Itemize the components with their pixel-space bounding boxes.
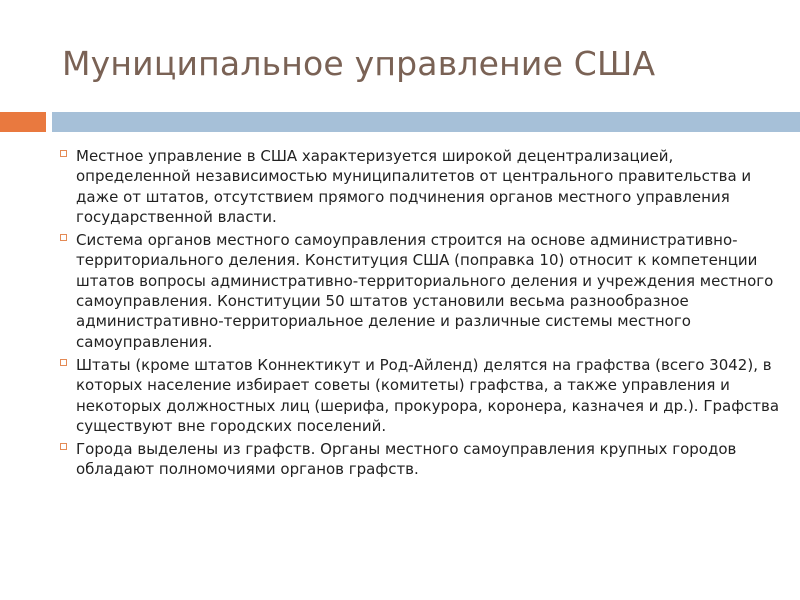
- bullet-item: [60, 355, 790, 436]
- square-bullet-icon: [60, 443, 67, 450]
- bullet-item: [60, 146, 790, 227]
- accent-bar-orange: [0, 112, 46, 132]
- bullet-item: [60, 439, 790, 480]
- accent-bar-blue: [52, 112, 800, 132]
- bullet-item: [60, 230, 790, 352]
- bullet-list: [60, 146, 790, 483]
- square-bullet-icon: [60, 359, 67, 366]
- bullet-text: Штаты (кроме штатов Коннектикут и Род-Айленд) делятся на графства (всего 3042), в которых население избирает советы (комитеты) графства, а также управления и некоторых должностных лиц (шерифа, прокурора, коронера, казначея и др.). Графства существуют вне городских поселений.: [76, 355, 780, 435]
- square-bullet-icon: [60, 150, 67, 157]
- bullet-text: Местное управление в США характеризуется широкой децентрализацией, определенной независимостью муниципалитетов от центрального правительства и даже от штатов, отсутствием прямого подчинения органов местного управления государственной власти.: [76, 147, 752, 226]
- slide-title: Муниципальное управление США: [62, 44, 656, 83]
- bullet-text: Города выделены из графств. Органы местного самоуправления крупных городов обладают полномочиями органов графств.: [76, 440, 737, 479]
- square-bullet-icon: [60, 234, 67, 241]
- bullet-text: Система органов местного самоуправления строится на основе административно-территориального деления. Конституция США (поправка 10) относит к компетенции штатов вопросы административно-территориального деления и учреждения местного самоуправления. Конституции 50 штатов установили весьма разнообразное административно-территориальное деление и различные системы местного самоуправления.: [76, 231, 774, 351]
